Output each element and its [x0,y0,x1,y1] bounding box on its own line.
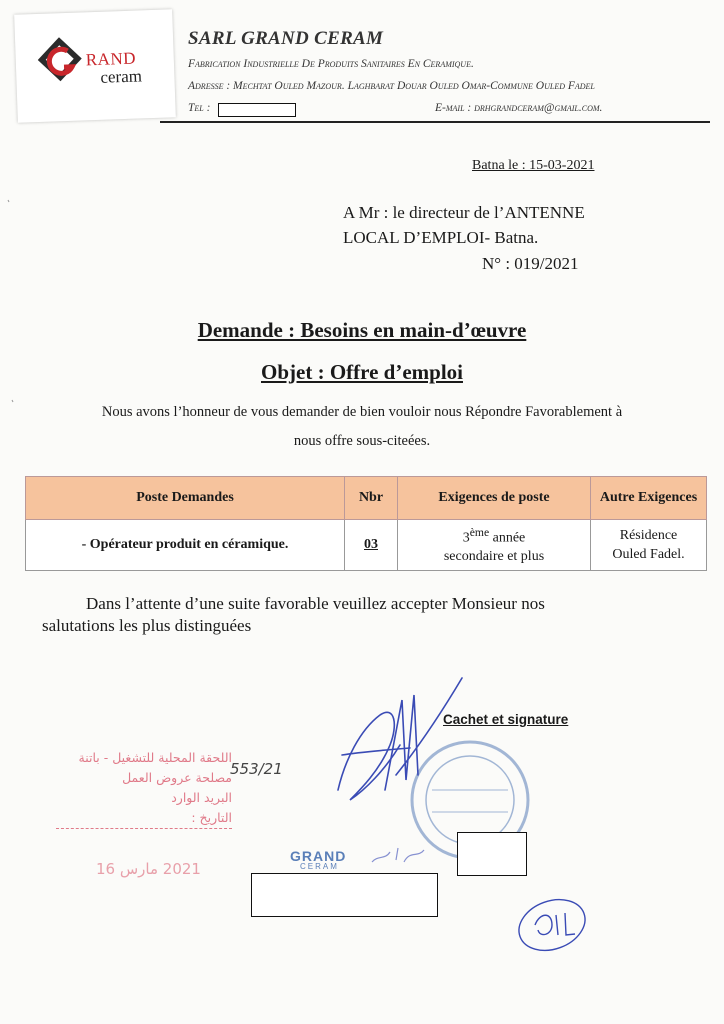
closing-line-2: salutations les plus distinguées [42,616,252,635]
agency-stamp-line-1: اللحقة المحلية للتشغيل - باتنة [78,750,232,765]
exig-line-1: année [489,530,526,546]
logo-text-ceram: ceram [100,66,143,87]
autre-line-1: Résidence [619,528,678,543]
letter-date: Batna le : 15-03-2021 [472,158,595,173]
cell-poste: - Opérateur produit en céramique. [26,520,345,571]
letter-subject: Objet : Offre d’emploi [261,360,463,384]
header-poste: Poste Demandes [26,477,345,520]
letter-title: Demande : Besoins en main-d’œuvre [197,318,527,342]
company-name: SARL GRAND CERAM [188,28,384,49]
recipient-line-2: LOCAL D’EMPLOI- Batna. [343,228,539,247]
exig-line-2: secondaire et plus [443,548,545,564]
initials-icon [512,891,592,959]
agency-stamp-line-3: البريد الوارد [171,790,232,805]
signature-icon [338,678,462,800]
cell-nbr: 03 [345,520,398,571]
company-activity: Fabrication Industrielle De Produits Sanitaires En Ceramique. [188,58,474,70]
autre-line-2: Ouled Fadel. [612,547,685,562]
received-date-stamp: 2021 مارس 16 [96,860,201,878]
company-address: Adresse : Mechtat Ouled Mazour. Laghbarat Douar Ouled Omar-Commune Ouled Fadel [188,80,595,92]
header-autre-exigences: Autre Exigences [591,477,707,520]
header-nbr: Nbr [345,477,398,520]
stamp-logo-grand: GRAND [290,848,347,864]
exig-level-suffix: ème [469,526,490,540]
redaction-box-2 [251,873,438,917]
intro-paragraph-line-2: nous offre sous-citeées. [293,433,431,449]
intro-paragraph-line-1: Nous avons l’honneur de vous demander de bien vouloir nous Répondre Favorablement à [101,404,623,420]
agency-stamp-line-4: التاريخ : [56,808,232,829]
received-number: 553/21 [230,760,283,778]
company-tel-label: Tel : [188,102,211,114]
agency-stamp-line-2: مصلحة عروض العمل [122,770,232,785]
recipient-line-1: A Mr : le directeur de l’ANTENNE [343,203,585,222]
closing-line-1: Dans l’attente d’une suite favorable veuillez accepter Monsieur nos [86,594,545,613]
signature-label: Cachet et signature [443,712,569,727]
stamp-logo-ceram: CERAM [300,862,339,871]
redaction-box-1 [457,832,527,876]
header-exigences: Exigences de poste [398,477,591,520]
reference-number: N° : 019/2021 [482,254,579,273]
exig-level: 3 [462,530,470,546]
company-email: E-mail : drhgrandceram@gmail.com. [435,102,603,114]
logo-text-grand: RAND [85,48,137,70]
